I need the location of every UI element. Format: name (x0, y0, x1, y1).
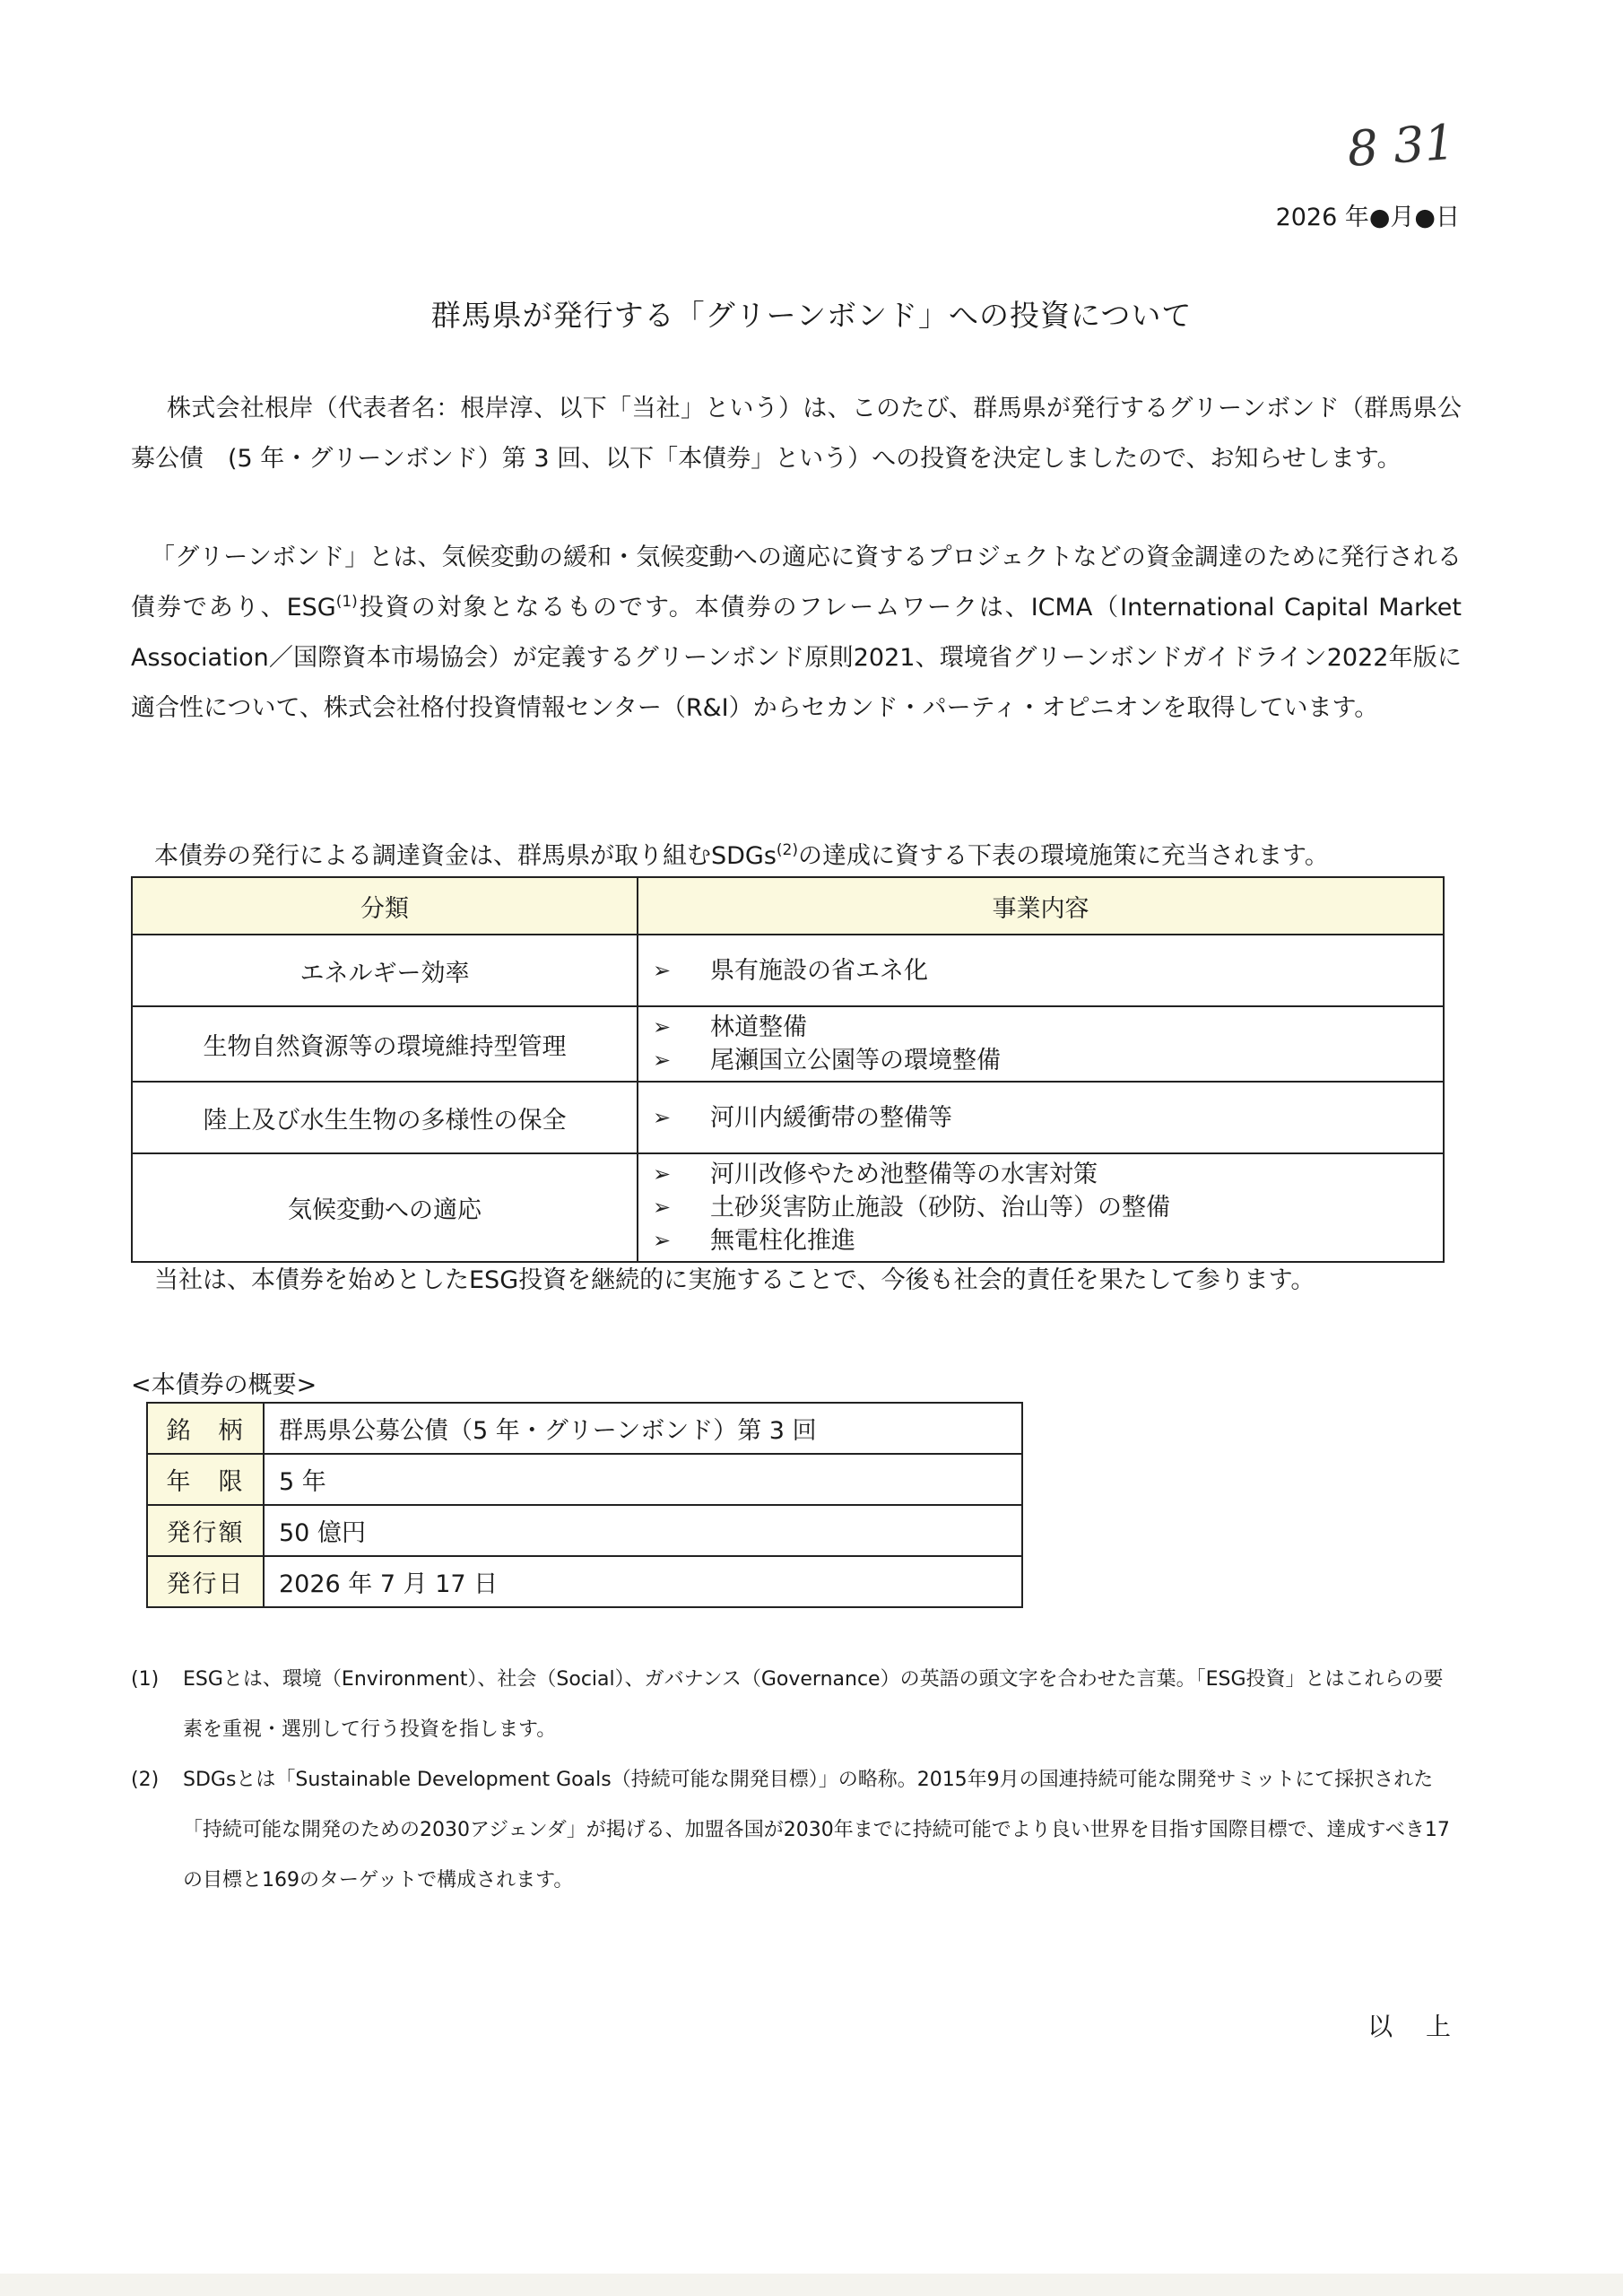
footnote-2 (131, 1755, 1462, 1906)
overview-value: 群馬県公募公債（5 年・グリーンボンド）第 3 回 (264, 1403, 1022, 1454)
table-row (147, 1556, 1022, 1607)
arrow-bullet-icon: ➢ (653, 1104, 672, 1130)
overview-table (146, 1402, 1023, 1608)
row-items (638, 1082, 1444, 1153)
row-category: エネルギー効率 (132, 935, 638, 1006)
arrow-bullet-icon: ➢ (653, 1161, 672, 1187)
overview-value: 2026 年 7 月 17 日 (264, 1556, 1022, 1607)
header-category: 分類 (132, 877, 638, 935)
footnote-1 (131, 1655, 1462, 1755)
row-category: 気候変動への適応 (132, 1153, 638, 1262)
row-category: 生物自然資源等の環境維持型管理 (132, 1006, 638, 1082)
list-item: ➢ 土砂災害防止施設（砂防、治山等）の整備 (653, 1191, 1443, 1224)
arrow-bullet-icon: ➢ (653, 1195, 672, 1220)
project-table-header (132, 877, 1444, 935)
overview-heading: <本債券の概要> (131, 1371, 317, 1399)
footnote-ref-2: (2) (776, 841, 799, 859)
arrow-bullet-icon: ➢ (653, 957, 672, 983)
project-table (131, 876, 1445, 1263)
table-row (147, 1454, 1022, 1505)
list-item: ➢ 県有施設の省エネ化 (653, 954, 1443, 987)
list-item: ➢ 河川内緩衝帯の整備等 (653, 1101, 1443, 1135)
arrow-bullet-icon: ➢ (653, 1014, 672, 1039)
handwritten-mark (1341, 106, 1493, 196)
footnote-number: (2) (131, 1769, 160, 1791)
table-row (147, 1403, 1022, 1454)
table-intro: 本債券の発行による調達資金は、群馬県が取り組むSDGs$^{(2)}$の達成に資する下表の環境施策に充当されます。 (154, 841, 1329, 870)
overview-value: 5 年 (264, 1454, 1022, 1505)
footnote-text: SDGsとは「Sustainable Development Goals（持続可能な開発目標）」の略称。2015年9月の国連持続可能な開発サミットにて採択された「持続可能な開発のための2030アジェンダ」が掲げる、加盟各国が2030年までに持続可能でより良い世界を目指す国際目標で、達成すべき17の目標と169のターゲットで構成されます。 (183, 1769, 1450, 1892)
scan-edge (0, 2274, 1623, 2296)
green-bond-text-2: 投資の対象となるものです。本債券のフレームワークは、ICMA（International Capital Market Association／国際資本市場協会）が定義するグリーンボンド原則2021、環境省グリーンボンドガイドライン2022年版に適合性について、株式会社格付投資情報センター（R&I）からセカンド・パーティ・オピニオンを取得しています。 (131, 594, 1462, 722)
green-bond-text-1: 「グリーンボンド」とは、気候変動の緩和・気候変動への適応に資するプロジェクトなどの資金調達のために発行される債券であり、ESG (131, 544, 1462, 622)
list-item: ➢ 尾瀬国立公園等の環境整備 (653, 1044, 1443, 1077)
arrow-bullet-icon: ➢ (653, 1048, 672, 1073)
overview-key: 発行額 (147, 1505, 264, 1556)
svg-text:8 31: 8 31 (1345, 113, 1457, 178)
footnote-number: (1) (131, 1668, 160, 1691)
list-item: ➢ 河川改修やため池整備等の水害対策 (653, 1158, 1443, 1191)
list-item: ➢ 林道整備 (653, 1011, 1443, 1044)
footnote-ref-1: (1) (335, 593, 358, 611)
overview-value: 50 億円 (264, 1505, 1022, 1556)
table-row (132, 1006, 1444, 1082)
intro-paragraph: 株式会社根岸（代表者名：根岸淳、以下「当社」という）は、このたび、群馬県が発行するグリーンボンド（群馬県公募公債 (5 年・グリーンボンド）第 3 回、以下「本債券」という）への投資を決定しましたので、お知らせします。 (131, 395, 1462, 473)
closing-statement: 当社は、本債券を始めとしたESG投資を継続的に実施することで、今後も社会的責任を果たして参ります。 (154, 1266, 1315, 1294)
overview-key: 年 限 (147, 1454, 264, 1505)
list-item: ➢ 無電柱化推進 (653, 1224, 1443, 1257)
row-items (638, 1006, 1444, 1082)
header-content: 事業内容 (638, 877, 1444, 935)
footnotes (131, 1655, 1462, 1906)
footnote-text: ESGとは、環境（Environment）、社会（Social）、ガバナンス（Governance）の英語の頭文字を合わせた言葉。「ESG投資」とはこれらの要素を重視・選別して行う投資を指します。 (183, 1668, 1444, 1741)
overview-key: 発行日 (147, 1556, 264, 1607)
overview-key: 銘 柄 (147, 1403, 264, 1454)
green-bond-paragraph (131, 533, 1462, 734)
end-mark: 以 上 (1367, 2012, 1463, 2041)
table-row (132, 1153, 1444, 1262)
row-items (638, 1153, 1444, 1262)
row-items (638, 935, 1444, 1006)
table-row (147, 1505, 1022, 1556)
document-date: 2026 年●月●日 (1275, 204, 1460, 231)
document-title: 群馬県が発行する「グリーンボンド」への投資について (430, 298, 1193, 333)
table-row (132, 935, 1444, 1006)
table-row (132, 1082, 1444, 1153)
arrow-bullet-icon: ➢ (653, 1228, 672, 1253)
row-category: 陸上及び水生生物の多様性の保全 (132, 1082, 638, 1153)
